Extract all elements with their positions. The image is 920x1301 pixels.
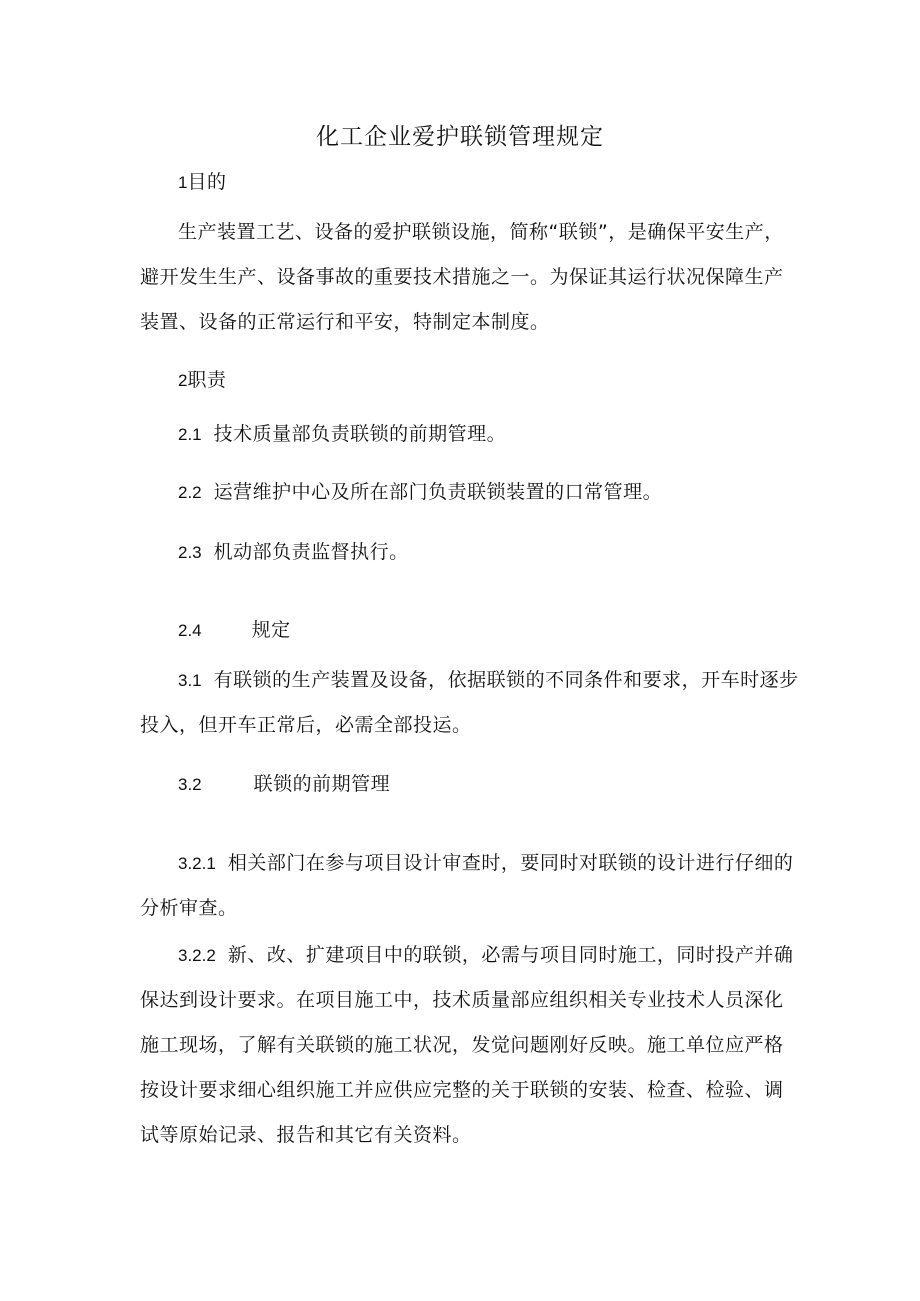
clause-3-2-2 xyxy=(140,933,800,1158)
clause-text: 有联锁的生产装置及设备，依据联锁的不同条件和要求，开车时逐步投入，但开车正常后，必需全部投运。 xyxy=(140,669,799,736)
clause-3-2 xyxy=(140,762,800,807)
clause-2-1 xyxy=(140,412,800,457)
clause-text: 运营维护中心及所在部门负责联锁装置的口常管理。 xyxy=(213,481,663,503)
section-number: 2 xyxy=(178,371,188,390)
section-1-body: 生产装置工艺、设备的爱护联锁设施，简称“联锁”，是确保平安生产，避开发生生产、设备事故的重要技术措施之一。为保证其运行状况保障生产装置、设备的正常运行和平安，特制定本制度。 xyxy=(140,221,784,333)
clause-number: 3.2.1 xyxy=(178,854,216,873)
clause-number: 3.1 xyxy=(178,671,202,690)
section-2-heading xyxy=(140,358,800,403)
section-heading-text: 职责 xyxy=(187,369,227,391)
clause-number: 2.4 xyxy=(178,621,202,640)
section-number: 1 xyxy=(178,173,188,192)
clause-2-4 xyxy=(140,608,800,653)
section-heading-text: 目的 xyxy=(187,171,227,193)
clause-3-1 xyxy=(140,658,800,748)
clause-text: 相关部门在参与项目设计审查时，要同时对联锁的设计进行仔细的分析审查。 xyxy=(140,852,794,919)
section-1-heading xyxy=(140,160,800,205)
clause-text: 联锁的前期管理 xyxy=(253,773,391,795)
clause-number: 3.2.2 xyxy=(178,946,216,965)
clause-number: 2.1 xyxy=(178,425,202,444)
clause-2-2 xyxy=(140,470,800,515)
clause-3-2-1 xyxy=(140,841,800,931)
clause-number: 2.2 xyxy=(178,483,202,502)
clause-text: 技术质量部负责联锁的前期管理。 xyxy=(213,423,507,445)
clause-text: 机动部负责监督执行。 xyxy=(213,541,409,563)
clause-number: 2.3 xyxy=(178,543,202,562)
clause-text: 新、改、扩建项目中的联锁，必需与项目同时施工，同时投产并确保达到设计要求。在项目施工中，技术质量部应组织相关专业技术人员深化施工现场，了解有关联锁的施工状况，发觉问题刚好反映。施工单位应严格按设计要求细心组织施工并应供应完整的关于联锁的安装、检查、检验、调试等原始记录、报告和其它有关资料。 xyxy=(140,944,794,1146)
clause-text: 规定 xyxy=(251,619,291,641)
clause-number: 3.2 xyxy=(178,775,202,794)
clause-2-3 xyxy=(140,530,800,575)
document-title: 化工企业爱护联锁管理规定 xyxy=(316,124,604,150)
